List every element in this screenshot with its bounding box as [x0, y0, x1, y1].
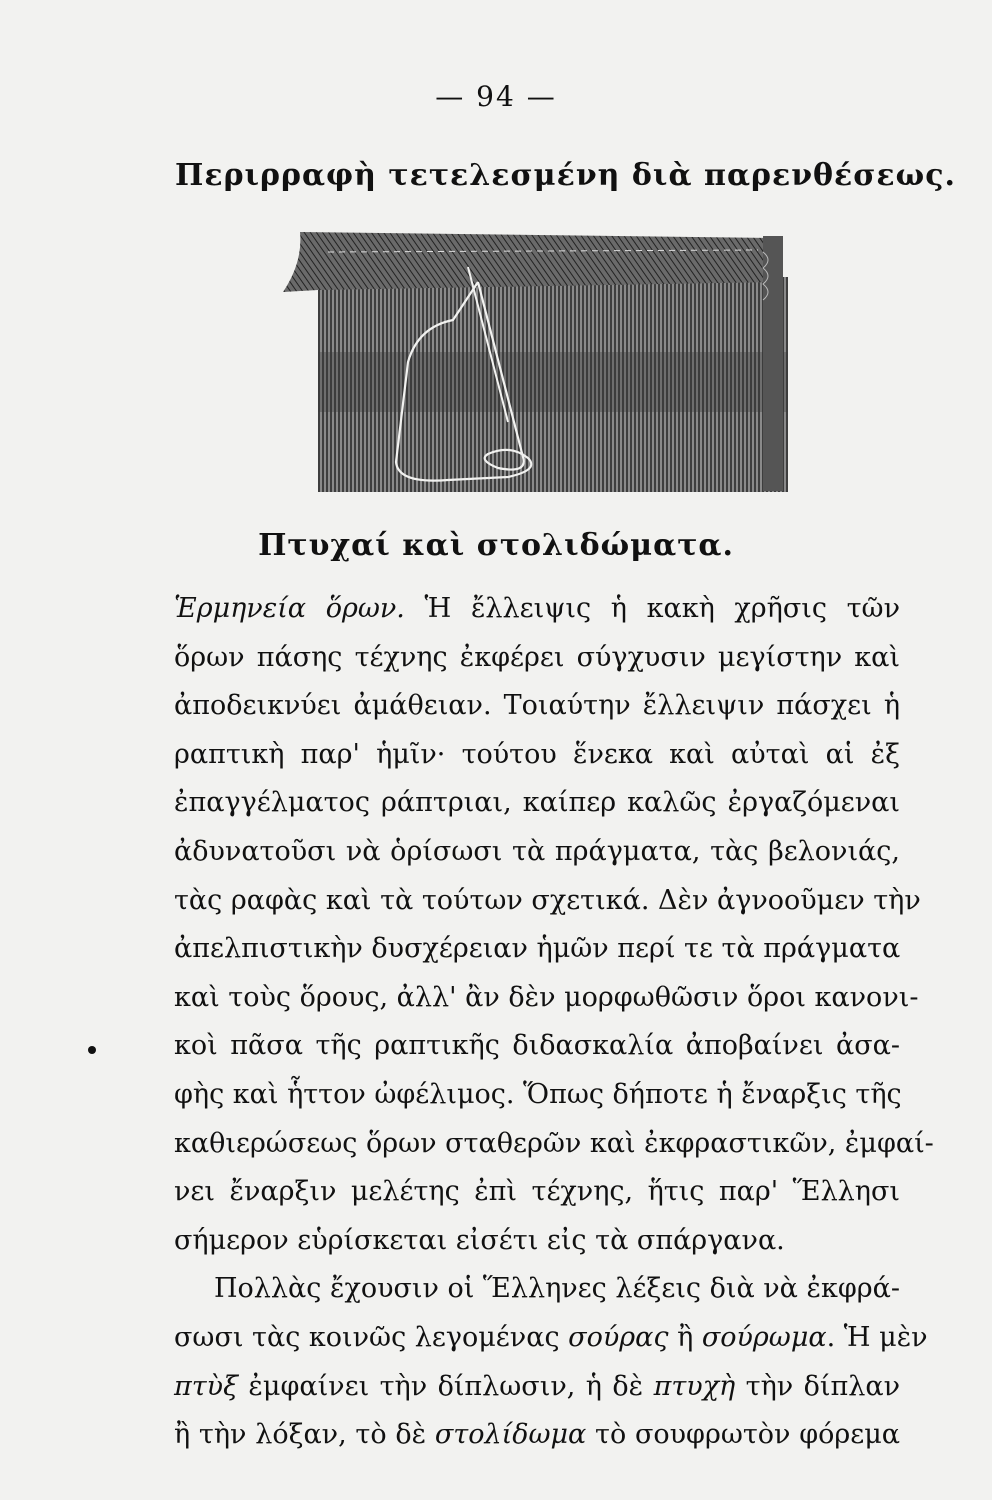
text-fragment: ἐμφαίνει τὴν δίπλωσιν, ἡ δὲ	[237, 1370, 654, 1402]
section-heading-pleats: Πτυχαί καὶ στολιδώματα.	[258, 528, 734, 563]
text-line: ραπτικὴ παρ' ἡμῖν· τούτου ἕνεκα καὶ αὐταὶ αἱ ἐξ	[174, 738, 900, 770]
text-line: φὴς καὶ ἧττον ὠφέλιμος. Ὅπως δήποτε ἡ ἔναρξις τῆς	[174, 1078, 902, 1110]
italic-term: σούρας	[568, 1321, 669, 1353]
italic-term: πτὺξ	[174, 1370, 238, 1402]
text-fragment: . Ἡ μὲν	[826, 1321, 928, 1353]
text-line: ἀδυνατοῦσι νὰ ὁρίσωσι τὰ πράγματα, τὰς βελονιάς,	[174, 835, 900, 867]
text-line: καὶ τοὺς ὅρους, ἀλλ' ἂν δὲν μορφωθῶσιν ὅροι κανονι-	[174, 981, 919, 1013]
section-heading-hemming: Περιρραφὴ τετελεσμένη διὰ παρενθέσεως.	[175, 158, 956, 193]
italic-term: στολίδωμα	[434, 1419, 587, 1451]
text-line	[174, 585, 900, 634]
page-number: — 94 —	[435, 80, 557, 113]
text-fragment: ἢ	[668, 1321, 702, 1353]
text-line	[174, 1363, 900, 1412]
text-fragment: σωσι τὰς κοινῶς λεγομένας	[174, 1321, 569, 1353]
text-fragment: Ἡ ἔλλειψις ἡ κακὴ χρῆσις τῶν	[404, 593, 900, 624]
text-line	[174, 1411, 900, 1460]
body-text	[174, 585, 934, 1460]
text-line: σήμερον εὑρίσκεται εἰσέτι εἰς τὰ σπάργανα.	[174, 1224, 785, 1256]
italic-term: σούρωμα	[701, 1321, 827, 1353]
text-fragment: τὸ σουφρωτὸν φόρεμα	[586, 1419, 900, 1451]
text-line: Πολλὰς ἔχουσιν οἱ Ἕλληνες λέξεις διὰ νὰ ἐκφρά-	[214, 1273, 900, 1305]
italic-term: πτυχὴ	[653, 1370, 736, 1402]
text-line: ἐπαγγέλματος ράπτριαι, καίπερ καλῶς ἐργαζόμεναι	[174, 787, 900, 819]
lead-italic: Ἑρμηνεία ὅρων.	[174, 593, 405, 624]
ink-speck	[88, 1046, 96, 1054]
text-fragment: τὴν δίπλαν	[735, 1370, 901, 1402]
text-line	[174, 1314, 928, 1363]
text-fragment: ἢ τὴν λόξαν, τὸ δὲ	[174, 1419, 435, 1451]
text-line: καθιερώσεως ὅρων σταθερῶν καὶ ἐκφραστικῶν, ἐμφαί-	[174, 1127, 934, 1159]
text-line: νει ἔναρξιν μελέτης ἐπὶ τέχνης, ἥτις παρ' Ἕλλησι	[174, 1176, 900, 1208]
text-line: ἀπελπιστικὴν δυσχέρειαν ἡμῶν περί τε τὰ πράγματα	[174, 933, 901, 965]
hemming-illustration	[278, 222, 798, 512]
text-line: ἀποδεικνύει ἀμάθειαν. Τοιαύτην ἔλλειψιν πάσχει ἡ	[174, 690, 900, 722]
text-line: τὰς ραφὰς καὶ τὰ τούτων σχετικά. Δὲν ἀγνοοῦμεν τὴν	[174, 884, 921, 916]
text-line: ὅρων πάσης τέχνης ἐκφέρει σύγχυσιν μεγίστην καὶ	[174, 641, 900, 673]
text-line: κοὶ πᾶσα τῆς ραπτικῆς διδασκαλία ἀποβαίνει ἀσα-	[174, 1030, 900, 1062]
